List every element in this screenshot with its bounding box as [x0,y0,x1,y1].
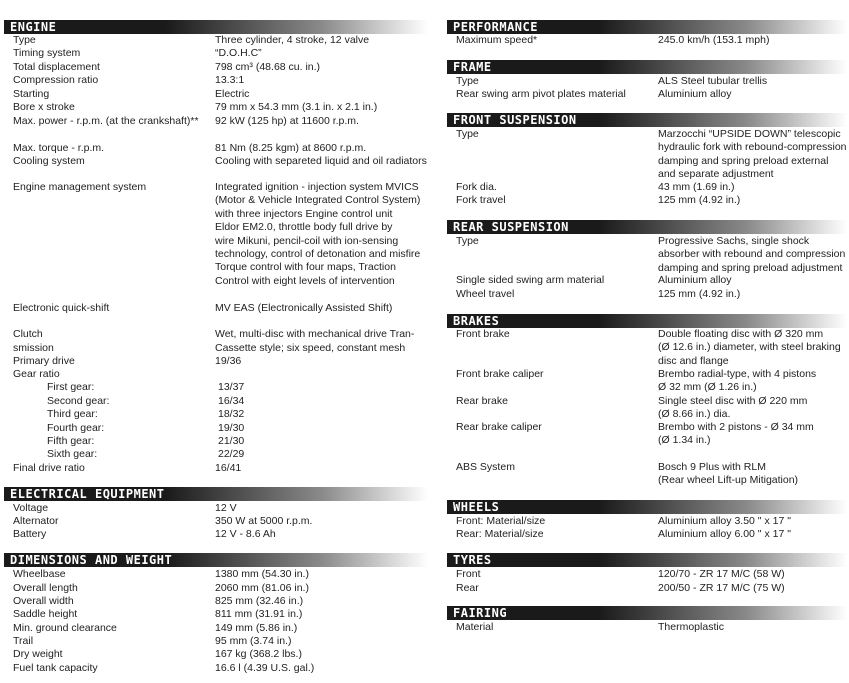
spec-value: technology, control of detonation and misfire [215,248,421,260]
spec-value: Electric [215,88,250,100]
spec-value: disc and flange [658,354,729,367]
spec-label: Engine management system [13,181,147,193]
spec-value: 13/37 [218,381,245,393]
spec-value: wire Mikuni, pencil-coil with ion-sensing [215,234,399,247]
spec-value: with three injectors Engine control unit [215,207,393,220]
spec-value: 95 mm (3.74 in.) [215,635,292,647]
spec-value: 798 cm³ (48.68 cu. in.) [215,61,321,73]
spec-label: Gear ratio [13,368,60,380]
spec-value: 149 mm (5.86 in.) [215,622,298,634]
spec-value: 16.6 l (4.39 U.S. gal.) [215,662,315,674]
spec-label: Voltage [13,502,49,514]
spec-value: MV EAS (Electronically Assisted Shift) [215,302,393,314]
spec-value: (Ø 1.34 in.) [658,434,711,447]
spec-label: Front brake caliper [456,368,544,380]
spec-value: 79 mm x 54.3 mm (3.1 in. x 2.1 in.) [215,101,378,113]
spec-label: Front: Material/size [456,515,546,527]
spec-label: Electronic quick-shift [13,302,110,314]
spec-label: Rear swing arm pivot plates material [456,88,626,100]
spec-label: Front brake [456,328,510,340]
spec-label: Single sided swing arm material [456,274,605,286]
spec-label: Wheel travel [456,288,515,300]
spec-label: Dry weight [13,648,63,660]
spec-label: Wheelbase [13,568,66,580]
section-header-brakes: BRAKES [447,314,847,328]
spec-value: Control with eight levels of intervention [215,274,395,287]
spec-value: 16/34 [218,395,245,407]
spec-value: Ø 32 mm (Ø 1.26 in.) [658,381,757,394]
spec-label: Clutch [13,328,43,340]
spec-value: 125 mm (4.92 in.) [658,288,741,300]
spec-value: Integrated ignition - injection system MVICS [215,181,419,193]
spec-label: Overall length [13,582,78,594]
spec-value: 200/50 - ZR 17 M/C (75 W) [658,582,785,594]
spec-label: Cooling system [13,155,85,167]
spec-value: Aluminium alloy 6.00 " x 17 " [658,528,791,540]
section-header-electrical-equipment: ELECTRICAL EQUIPMENT [4,487,428,501]
section-header-wheels: WHEELS [447,500,847,514]
spec-value: Cooling with separeted liquid and oil radiators [215,155,427,167]
spec-value: absorber with rebound and compression [658,248,846,261]
spec-value: Aluminium alloy [658,274,732,286]
spec-value: Single steel disc with Ø 220 mm [658,395,808,407]
spec-label: Min. ground clearance [13,622,117,634]
spec-value: Double floating disc with Ø 320 mm [658,328,824,340]
spec-label: Fifth gear: [47,435,95,447]
spec-label: Max. torque - r.p.m. [13,142,105,154]
spec-label: smission [13,342,54,354]
section-header-fairing: FAIRING [447,606,847,620]
spec-label: Rear brake caliper [456,421,542,433]
spec-label: Overall width [13,595,74,607]
spec-label: Rear: Material/size [456,528,544,540]
spec-value: Wet, multi-disc with mechanical drive Tran- [215,328,415,340]
spec-value: 825 mm (32.46 in.) [215,595,304,607]
spec-label: Primary drive [13,355,75,367]
spec-value: and separate adjustment [658,168,774,181]
spec-value: (Ø 12.6 in.) diameter, with steel braking [658,341,841,354]
spec-value: 92 kW (125 hp) at 11600 r.p.m. [215,115,359,127]
spec-label: Type [456,128,479,140]
spec-label: Fourth gear: [47,422,105,434]
spec-value: Marzocchi “UPSIDE DOWN” telescopic [658,128,841,140]
spec-label: Type [13,34,36,46]
spec-label: Type [456,235,479,247]
spec-value: 120/70 - ZR 17 M/C (58 W) [658,568,785,580]
section-header-frame: FRAME [447,60,847,74]
spec-label: Compression ratio [13,74,99,86]
spec-label: Bore x stroke [13,101,75,113]
spec-label: Second gear: [47,395,110,407]
spec-value: 19/36 [215,355,242,367]
spec-value: 16/41 [215,462,242,474]
spec-value: Aluminium alloy 3.50 " x 17 " [658,515,791,527]
spec-value: damping and spring preload external [658,154,829,167]
spec-value: Brembo with 2 pistons - Ø 34 mm [658,421,814,433]
spec-value: 81 Nm (8.25 kgm) at 8600 r.p.m. [215,142,367,154]
spec-value: hydraulic fork with rebound-compression [658,141,847,154]
spec-value: ALS Steel tubular trellis [658,75,768,87]
spec-label: Third gear: [47,408,98,420]
spec-value: 19/30 [218,422,245,434]
spec-value: 811 mm (31.91 in.) [215,608,303,620]
spec-value: 2060 mm (81.06 in.) [215,582,309,594]
spec-label: Total displacement [13,61,100,73]
spec-label: Type [456,75,479,87]
spec-label: Rear [456,582,479,594]
spec-label: Max. power - r.p.m. (at the crankshaft)** [13,115,199,127]
spec-label: Front [456,568,481,580]
spec-value: 43 mm (1.69 in.) [658,181,735,193]
spec-value: (Ø 8.66 in.) dia. [658,408,731,421]
spec-label: ABS System [456,461,515,473]
spec-label: Final drive ratio [13,462,85,474]
spec-value: Progressive Sachs, single shock [658,235,810,247]
spec-label: Rear brake [456,395,508,407]
spec-label: Fuel tank capacity [13,662,98,674]
spec-value: 350 W at 5000 r.p.m. [215,515,313,527]
spec-label: Fork dia. [456,181,497,193]
spec-value: Eldor EM2.0, throttle body full drive by [215,221,393,234]
spec-label: Material [456,621,494,633]
spec-value: 12 V - 8.6 Ah [215,528,276,540]
spec-value: Torque control with four maps, Traction [215,261,396,274]
spec-label: First gear: [47,381,95,393]
spec-value: (Rear wheel Lift-up Mitigation) [658,474,799,487]
spec-value: 13.3:1 [215,74,245,86]
section-header-dimensions-and-weight: DIMENSIONS AND WEIGHT [4,553,428,567]
spec-label: Trail [13,635,34,647]
spec-value: Bosch 9 Plus with RLM [658,461,766,473]
spec-label: Timing system [13,47,81,59]
spec-value: 18/32 [218,408,245,420]
spec-value: Thermoplastic [658,621,724,633]
spec-label: Maximum speed* [456,34,538,46]
spec-value: (Motor & Vehicle Integrated Control System) [215,194,421,207]
section-header-performance: PERFORMANCE [447,20,847,34]
spec-label: Alternator [13,515,59,527]
spec-value: 12 V [215,502,237,514]
spec-value: 245.0 km/h (153.1 mph) [658,34,770,46]
spec-value: Cassette style; six speed, constant mesh [215,342,406,354]
spec-value: 125 mm (4.92 in.) [658,194,741,206]
section-header-front-suspension: FRONT SUSPENSION [447,113,847,127]
spec-value: damping and spring preload adjustment [658,261,843,274]
spec-value: “D.O.H.C” [215,47,262,59]
section-header-tyres: TYRES [447,553,847,567]
spec-value: Aluminium alloy [658,88,732,100]
spec-label: Starting [13,88,50,100]
section-header-rear-suspension: REAR SUSPENSION [447,220,847,234]
spec-value: Three cylinder, 4 stroke, 12 valve [215,34,370,46]
spec-label: Fork travel [456,194,506,206]
spec-value: 1380 mm (54.30 in.) [215,568,309,580]
spec-value: 21/30 [218,435,245,447]
section-header-engine: ENGINE [4,20,428,34]
spec-value: Brembo radial-type, with 4 pistons [658,368,817,380]
spec-value: 167 kg (368.2 lbs.) [215,648,302,660]
spec-label: Saddle height [13,608,78,620]
spec-value: 22/29 [218,448,245,460]
spec-label: Battery [13,528,47,540]
spec-label: Sixth gear: [47,448,98,460]
